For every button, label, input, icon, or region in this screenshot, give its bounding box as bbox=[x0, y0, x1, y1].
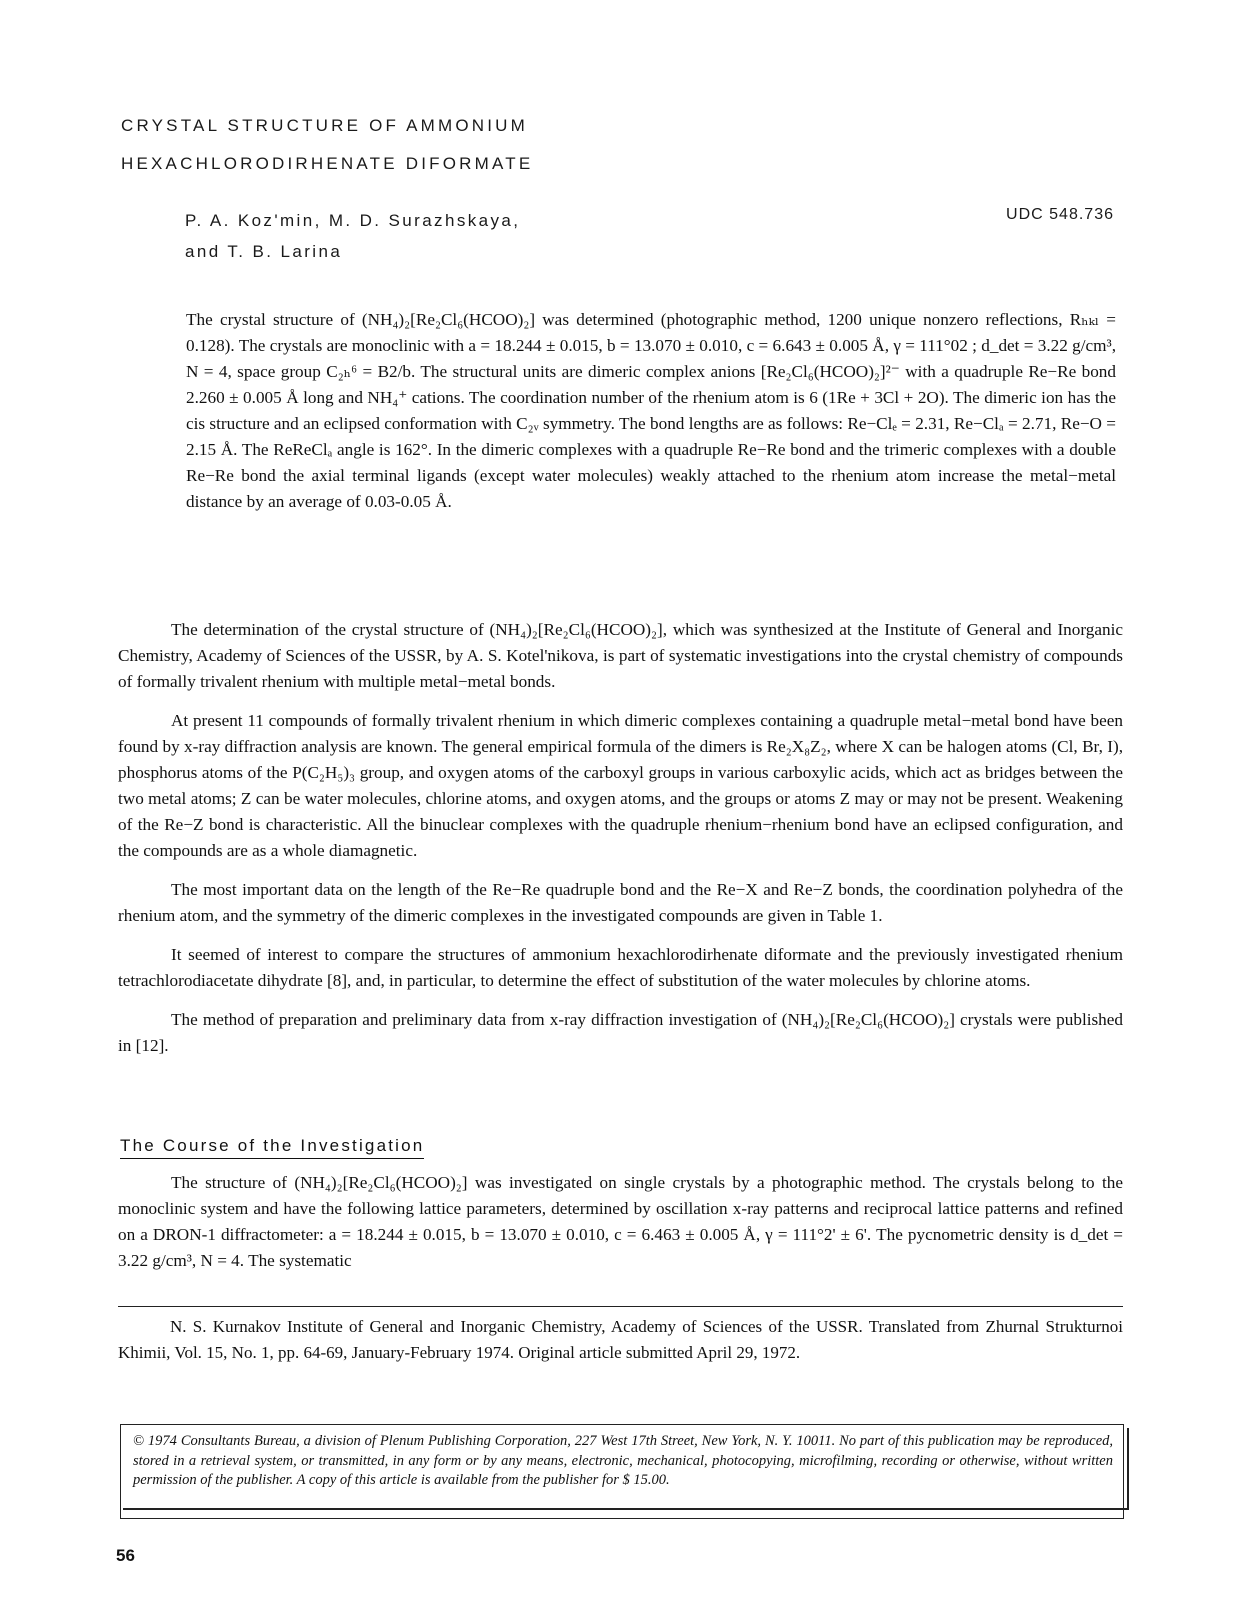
body-section-investigation bbox=[118, 1170, 1123, 1287]
paragraph-6: The structure of (NH₄)₂[Re₂Cl₆(HCOO)₂] was investigated on single crystals by a photographic method. The crystals belong to the monoclinic system and have the following lattice parameters, determined by oscillation x-ray patterns and reciprocal lattice patterns and refined on a DRON-1 diffractometer: a = 18.244 ± 0.015, b = 13.070 ± 0.010, c = 6.463 ± 0.005 Å, γ = 111°2' ± 6'. The pycnometric density is d_det = 3.22 g/cm³, N = 4. The systematic bbox=[118, 1173, 1123, 1270]
affiliation-footnote: N. S. Kurnakov Institute of General and Inorganic Chemistry, Academy of Sciences of the USSR. Translated from Zhurnal Strukturnoi Khimii, Vol. 15, No. 1, pp. 64-69, January-February 1974. Original article submitted April 29, 1972. bbox=[118, 1317, 1123, 1362]
article-title-line-1: CRYSTAL STRUCTURE OF AMMONIUM bbox=[121, 116, 529, 135]
abstract: The crystal structure of (NH₄)₂[Re₂Cl₆(HCOO)₂] was determined (photographic method, 1200 unique nonzero reflections, Rₕₖₗ = 0.128). The crystals are monoclinic with a = 18.244 ± 0.015, b = 13.070 ± 0.010, c = 6.643 ± 0.005 Å, γ = 111°02 ; d_det = 3.22 g/cm³, N = 4, space group C₂ₕ⁶ = B2/b. The structural units are dimeric complex anions [Re₂Cl₆(HCOO)₂]²⁻ with a quadruple Re−Re bond 2.260 ± 0.005 Å long and NH₄⁺ cations. The coordination number of the rhenium atom is 6 (1Re + 3Cl + 2O). The dimeric ion has the cis structure and an eclipsed conformation with C₂ᵥ symmetry. The bond lengths are as follows: Re−Clₑ = 2.31, Re−Clₐ = 2.71, Re−O = 2.15 Å. The ReReClₐ angle is 162°. In the dimeric complexes with a quadruple Re−Re bond and the trimeric complexes with a double Re−Re bond the axial terminal ligands (except water molecules) weakly attached to the rhenium atom increase the metal−metal distance by an average of 0.03-0.05 Å. bbox=[186, 310, 1116, 511]
section-heading: The Course of the Investigation bbox=[120, 1136, 424, 1159]
paragraph-2: At present 11 compounds of formally trivalent rhenium in which dimeric complexes containing a quadruple metal−metal bond have been found by x-ray diffraction analysis are known. The general empirical formula of the dimers is Re₂X₈Z₂, where X can be halogen atoms (Cl, Br, I), phosphorus atoms of the P(C₂H₅)₃ group, and oxygen atoms of the carboxyl groups in various carboxylic acids, which act as bridges between the two metal atoms; Z can be water molecules, chlorine atoms, and oxygen atoms, and the groups or atoms Z may or may not be present. Weakening of the Re−Z bond is characteristic. All the binuclear complexes with the quadruple rhenium−rhenium bond have an eclipsed configuration, and the compounds are as a whole diamagnetic. bbox=[118, 711, 1123, 860]
copyright-text: © 1974 Consultants Bureau, a division of Plenum Publishing Corporation, 227 West 17th Street, New York, N. Y. 10011. No part of this publication may be reproduced, stored in a retrieval system, or transmitted, in any form or by any means, electronic, mechanical, photocopying, microfilming, recording or otherwise, without written permission of the publisher. A copy of this article is available from the publisher for $ 15.00. bbox=[133, 1433, 1113, 1488]
body-section-intro bbox=[118, 617, 1123, 1072]
author-list bbox=[185, 205, 520, 267]
copyright-box-shadow-bottom bbox=[123, 1508, 1129, 1510]
copyright-box-shadow-right bbox=[1127, 1428, 1129, 1510]
paragraph-4: It seemed of interest to compare the structures of ammonium hexachlorodirhenate diformate and the previously investigated rhenium tetrachlorodiacetate dihydrate [8], and, in particular, to determine the effect of substitution of the water molecules by chlorine atoms. bbox=[118, 945, 1123, 990]
authors-line-2: and T. B. Larina bbox=[185, 242, 343, 261]
paragraph-5: The method of preparation and preliminary data from x-ray diffraction investigation of (NH₄)₂[Re₂Cl₆(HCOO)₂] crystals were published in [12]. bbox=[118, 1010, 1123, 1055]
footnote-rule bbox=[118, 1306, 1123, 1307]
paragraph-1: The determination of the crystal structure of (NH₄)₂[Re₂Cl₆(HCOO)₂], which was synthesized at the Institute of General and Inorganic Chemistry, Academy of Sciences of the USSR, by A. S. Kotel'nikova, is part of systematic investigations into the crystal chemistry of compounds of formally trivalent rhenium with multiple metal−metal bonds. bbox=[118, 620, 1123, 691]
copyright-notice-box bbox=[120, 1424, 1124, 1519]
authors-line-1: P. A. Koz'min, M. D. Surazhskaya, bbox=[185, 211, 521, 230]
article-title-line-2: HEXACHLORODIRHENATE DIFORMATE bbox=[121, 154, 534, 173]
paragraph-3: The most important data on the length of the Re−Re quadruple bond and the Re−X and Re−Z bonds, the coordination polyhedra of the rhenium atom, and the symmetry of the dimeric complexes in the investigated compounds are given in Table 1. bbox=[118, 880, 1123, 925]
page-number: 56 bbox=[116, 1546, 135, 1565]
udc-code: UDC 548.736 bbox=[1006, 206, 1114, 223]
